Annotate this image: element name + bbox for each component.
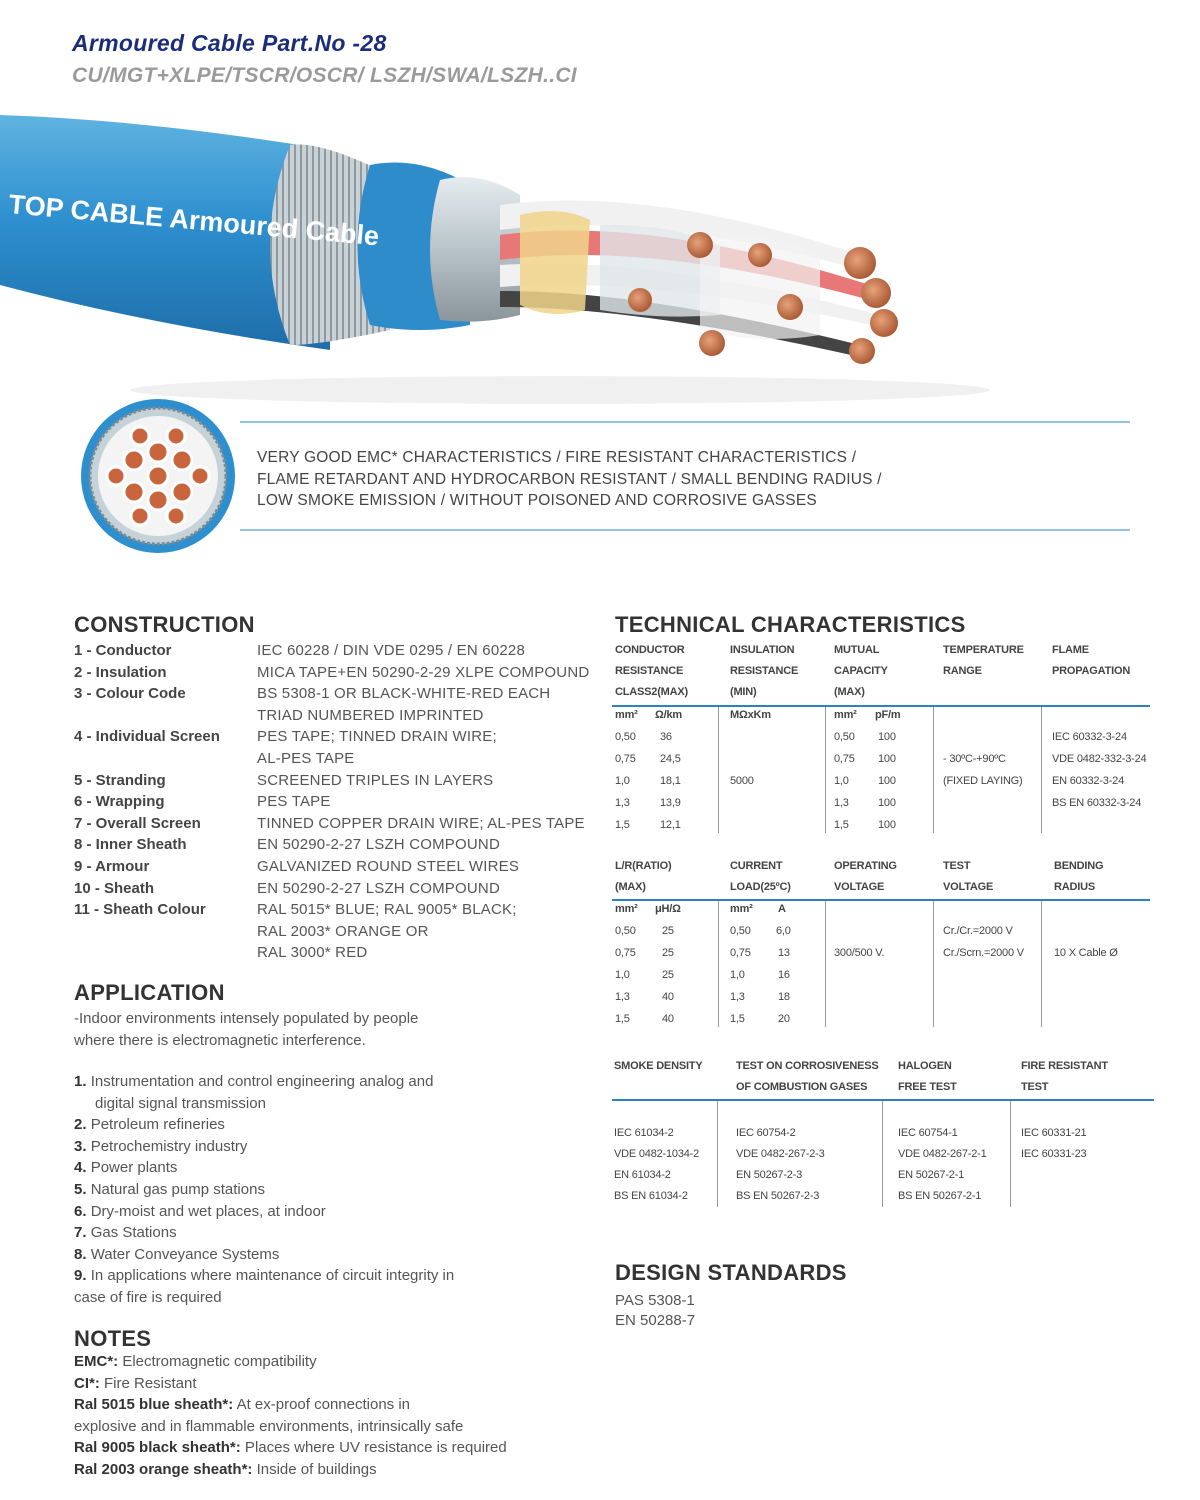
table-cell: - 30ºC-+90ºC: [943, 753, 1006, 765]
table-cell: 0,50: [730, 925, 751, 937]
construction-row: [74, 856, 604, 878]
table-header-capacity: MUTUAL CAPACITY (MAX): [834, 644, 888, 698]
table-header-flame: FLAME PROPAGATION: [1052, 644, 1131, 677]
cable-print-text: TOP CABLE Armoured Cable: [7, 189, 381, 252]
list-number: 3.: [74, 1137, 87, 1155]
table-cell: BS EN 50267-2-1: [898, 1190, 982, 1202]
table-cell: Cr./Scrn.=2000 V: [943, 947, 1024, 959]
construction-label: 2 - Insulation: [74, 663, 167, 681]
table-cell: 16: [778, 969, 790, 981]
table-header-temperature: TEMPERATURE RANGE: [943, 644, 1024, 677]
note-term: Ral 2003 orange sheath*:: [74, 1460, 253, 1478]
table-cell: 0,75: [615, 753, 636, 765]
list-text: Natural gas pump stations: [90, 1180, 265, 1198]
construction-value: PES TAPE: [257, 793, 331, 811]
features-text: [257, 447, 1117, 512]
construction-row: [74, 899, 604, 964]
table-cell: 0,75: [615, 947, 636, 959]
table-cell: BS EN 61034-2: [614, 1190, 688, 1202]
cable-cross-section-icon: [78, 396, 238, 556]
design-standards-heading: DESIGN STANDARDS: [615, 1260, 847, 1285]
table-header-halogen: HALOGEN FREE TEST: [898, 1060, 957, 1093]
list-item: [74, 1179, 594, 1201]
list-item-continued: digital signal transmission: [95, 1094, 266, 1112]
construction-label: 5 - Stranding: [74, 771, 166, 789]
list-text: Dry-moist and wet places, at indoor: [90, 1202, 326, 1220]
table-cell: 1,5: [730, 1013, 745, 1025]
note-item: [74, 1394, 614, 1416]
table-cell: (FIXED LAYING): [943, 775, 1023, 787]
list-item-continued: case of fire is required: [74, 1288, 222, 1306]
table-cell: VDE 0482-332-3-24: [1052, 753, 1147, 765]
divider-top: [240, 421, 1130, 423]
unit-label: A: [778, 903, 786, 915]
construction-row: [74, 662, 604, 684]
table-cell: 25: [662, 969, 674, 981]
table-header-smoke: SMOKE DENSITY: [614, 1060, 703, 1072]
design-standard-item: EN 50288-7: [615, 1312, 696, 1329]
construction-row: [74, 770, 604, 792]
table-cell: 0,75: [834, 753, 855, 765]
divider-bottom: [240, 529, 1130, 531]
table-cell: 24,5: [660, 753, 681, 765]
list-number: 2.: [74, 1116, 87, 1134]
construction-value: TRIAD NUMBERED IMPRINTED: [257, 706, 484, 724]
construction-value: TINNED COPPER DRAIN WIRE; AL-PES TAPE: [257, 814, 585, 832]
table-cell: 20: [778, 1013, 790, 1025]
construction-label: 10 - Sheath: [74, 879, 155, 897]
page-title: Armoured Cable Part.No -28: [72, 30, 387, 56]
list-item: [74, 1136, 594, 1158]
table-cell: 1,3: [834, 797, 849, 809]
list-text: Gas Stations: [90, 1224, 177, 1242]
table-cell: EN 60332-3-24: [1052, 775, 1125, 787]
table-cell: 0,50: [834, 731, 855, 743]
construction-value: RAL 3000* RED: [257, 944, 368, 962]
construction-value: IEC 60228 / DIN VDE 0295 / EN 60228: [257, 642, 525, 659]
note-term: Ral 9005 black sheath*:: [74, 1439, 241, 1457]
cable-illustration: [0, 95, 1200, 415]
construction-label: 11 - Sheath Colour: [74, 901, 206, 919]
table-cell: VDE 0482-1034-2: [614, 1148, 700, 1160]
construction-value: GALVANIZED ROUND STEEL WIRES: [257, 857, 520, 875]
note-item: [74, 1459, 614, 1481]
feature-line: VERY GOOD EMC* CHARACTERISTICS / FIRE RESISTANT CHARACTERISTICS /: [257, 449, 857, 466]
table-cell: 40: [662, 991, 674, 1003]
table-rule: [612, 1099, 1154, 1101]
unit-label: MΩxKm: [730, 709, 771, 721]
table-cell: 1,5: [615, 1013, 630, 1025]
table-cell: 25: [662, 947, 674, 959]
table-cell: 40: [662, 1013, 674, 1025]
table-header-fire: FIRE RESISTANT TEST: [1021, 1060, 1108, 1093]
application-list: [74, 1071, 594, 1309]
table-rule: [612, 899, 1150, 901]
technical-heading: TECHNICAL CHARACTERISTICS: [615, 612, 966, 637]
construction-row: [74, 834, 604, 856]
list-text: In applications where maintenance of circuit integrity in: [90, 1267, 455, 1285]
table-cell: 1,3: [615, 797, 630, 809]
list-number: 7.: [74, 1224, 87, 1242]
unit-label: mm²: [834, 709, 857, 721]
construction-row: [74, 791, 604, 813]
list-number: 9.: [74, 1267, 87, 1285]
table-cell: 0,50: [615, 925, 636, 937]
table-cell: VDE 0482-267-2-3: [736, 1148, 825, 1160]
note-text: Inside of buildings: [252, 1460, 377, 1478]
table-cell: 36: [660, 731, 672, 743]
page-subtitle: CU/MGT+XLPE/TSCR/OSCR/ LSZH/SWA/LSZH..CI: [72, 64, 577, 87]
application-heading: APPLICATION: [74, 980, 225, 1005]
table-cell: EN 50267-2-1: [898, 1169, 965, 1181]
unit-label: mm²: [615, 709, 638, 721]
construction-heading: CONSTRUCTION: [74, 612, 255, 637]
construction-row: [74, 640, 604, 662]
table-cell: 12,1: [660, 819, 681, 831]
table-cell: 300/500 V.: [834, 947, 885, 959]
list-text: Petroleum refineries: [90, 1116, 225, 1134]
list-number: 6.: [74, 1202, 87, 1220]
construction-value: PES TAPE; TINNED DRAIN WIRE;: [257, 728, 497, 746]
unit-label: μH/Ω: [655, 903, 681, 915]
table-cell: VDE 0482-267-2-1: [898, 1148, 987, 1160]
table-cell: IEC 60331-21: [1021, 1127, 1087, 1139]
table-cell: 0,75: [730, 947, 751, 959]
list-item: [74, 1265, 594, 1287]
table-cell: 13,9: [660, 797, 681, 809]
design-standard-item: PAS 5308-1: [615, 1292, 695, 1309]
table-cell: BS EN 50267-2-3: [736, 1190, 820, 1202]
note-term: CI*:: [74, 1374, 100, 1392]
construction-label: 4 - Individual Screen: [74, 728, 220, 746]
note-item: [74, 1351, 614, 1373]
note-text: Electromagnetic compatibility: [118, 1353, 317, 1370]
table-cell: IEC 60754-1: [898, 1127, 958, 1139]
list-number: 4.: [74, 1159, 87, 1177]
construction-row: [74, 683, 604, 726]
list-number: 1.: [74, 1073, 87, 1090]
feature-line: FLAME RETARDANT AND HYDROCARBON RESISTANT / SMALL BENDING RADIUS /: [257, 470, 882, 488]
application-intro: [74, 1008, 574, 1052]
unit-label: pF/m: [875, 709, 901, 721]
note-item: [74, 1373, 614, 1395]
table-header-conductor: CONDUCTOR RESISTANCE CLASS2(MAX): [615, 644, 688, 698]
construction-row: [74, 813, 604, 835]
table-cell: 100: [878, 753, 896, 765]
table-header-current: CURRENT LOAD(25ºC): [730, 860, 791, 893]
note-text: At ex-proof connections in: [233, 1396, 411, 1414]
construction-value: SCREENED TRIPLES IN LAYERS: [257, 771, 494, 789]
note-term: EMC*:: [74, 1353, 119, 1370]
feature-line: LOW SMOKE EMISSION / WITHOUT POISONED AND CORROSIVE GASSES: [257, 492, 817, 509]
table-header-test: TEST VOLTAGE: [943, 860, 994, 893]
list-text: Instrumentation and control engineering analog and: [90, 1073, 434, 1090]
list-item: [74, 1157, 594, 1179]
table-cell: IEC 61034-2: [614, 1127, 674, 1139]
table-cell: BS EN 60332-3-24: [1052, 797, 1142, 809]
table-cell: 100: [878, 775, 896, 787]
table-cell: EN 61034-2: [614, 1169, 671, 1181]
unit-label: mm²: [730, 903, 753, 915]
table-cell: 18,1: [660, 775, 681, 787]
notes-heading: NOTES: [74, 1326, 152, 1351]
table-cell: 1,0: [834, 775, 849, 787]
unit-label: Ω/km: [655, 709, 682, 721]
table-cell: IEC 60332-3-24: [1052, 731, 1127, 743]
list-number: 5.: [74, 1180, 87, 1198]
table-cell: 1,3: [615, 991, 630, 1003]
table-cell: 100: [878, 731, 896, 743]
table-cell: 1,0: [730, 969, 745, 981]
note-text: explosive and in flammable environments, intrinsically safe: [74, 1417, 464, 1435]
table-header-operating: OPERATING VOLTAGE: [834, 860, 897, 893]
construction-label: 6 - Wrapping: [74, 793, 165, 811]
list-number: 8.: [74, 1245, 87, 1263]
construction-value: BS 5308-1 OR BLACK-WHITE-RED EACH: [257, 685, 551, 703]
table-cell: 5000: [730, 775, 754, 787]
table-header-insulation: INSULATION RESISTANCE (MIN): [730, 644, 799, 698]
table-rule: [612, 705, 1150, 707]
table-cell: 1,0: [615, 969, 630, 981]
construction-label: 3 - Colour Code: [74, 685, 186, 703]
table-header-bending: BENDING RADIUS: [1054, 860, 1104, 893]
list-item: [74, 1071, 594, 1093]
table-cell: 100: [878, 819, 896, 831]
table-cell: 25: [662, 925, 674, 937]
construction-value: RAL 2003* ORANGE OR: [257, 922, 429, 940]
table-cell: IEC 60331-23: [1021, 1148, 1087, 1160]
note-item: [74, 1416, 614, 1438]
list-text: Power plants: [90, 1159, 178, 1177]
table-cell: 10 X Cable Ø: [1054, 947, 1118, 959]
table-cell: IEC 60754-2: [736, 1127, 796, 1139]
table-cell: 0,50: [615, 731, 636, 743]
construction-value: EN 50290-2-27 LSZH COMPOUND: [257, 879, 500, 897]
construction-value: EN 50290-2-27 LSZH COMPOUND: [257, 836, 500, 854]
notes-list: [74, 1351, 614, 1481]
construction-value: MICA TAPE+EN 50290-2-29 XLPE COMPOUND: [257, 663, 590, 681]
construction-row: [74, 726, 604, 769]
construction-value: AL-PES TAPE: [257, 749, 355, 767]
note-text: Fire Resistant: [99, 1374, 197, 1392]
list-item: [74, 1222, 594, 1244]
note-item: [74, 1437, 614, 1459]
construction-list: [74, 640, 604, 964]
construction-value: RAL 5015* BLUE; RAL 9005* BLACK;: [257, 901, 517, 919]
list-text: Petrochemistry industry: [90, 1137, 248, 1155]
table-cell: EN 50267-2-3: [736, 1169, 803, 1181]
construction-label: 7 - Overall Screen: [74, 814, 201, 832]
construction-label: 1 - Conductor: [74, 642, 172, 659]
list-text: Water Conveyance Systems: [90, 1245, 280, 1263]
application-intro-line: -Indoor environments intensely populated by people: [74, 1010, 419, 1027]
table-cell: 1,0: [615, 775, 630, 787]
design-standards-list: [615, 1291, 695, 1331]
table-cell: 1,5: [615, 819, 630, 831]
table-cell: 1,5: [834, 819, 849, 831]
table-cell: 6,0: [776, 925, 791, 937]
table-cell: Cr./Cr.=2000 V: [943, 925, 1013, 937]
list-item: [74, 1114, 594, 1136]
table-header-lr: L/R(RATIO) (MAX): [615, 860, 672, 893]
note-term: Ral 5015 blue sheath*:: [74, 1396, 234, 1414]
construction-row: [74, 878, 604, 900]
unit-label: mm²: [615, 903, 638, 915]
table-header-corrosive: TEST ON CORROSIVENESS OF COMBUSTION GASES: [736, 1060, 879, 1093]
list-item: [74, 1201, 594, 1223]
table-cell: 13: [778, 947, 790, 959]
application-intro-line: where there is electromagnetic interference.: [74, 1032, 366, 1049]
construction-label: 8 - Inner Sheath: [74, 836, 187, 854]
table-cell: 1,3: [730, 991, 745, 1003]
list-item: [74, 1244, 594, 1266]
table-cell: 18: [778, 991, 790, 1003]
table-cell: 100: [878, 797, 896, 809]
note-text: Places where UV resistance is required: [240, 1439, 507, 1457]
construction-label: 9 - Armour: [74, 857, 150, 875]
